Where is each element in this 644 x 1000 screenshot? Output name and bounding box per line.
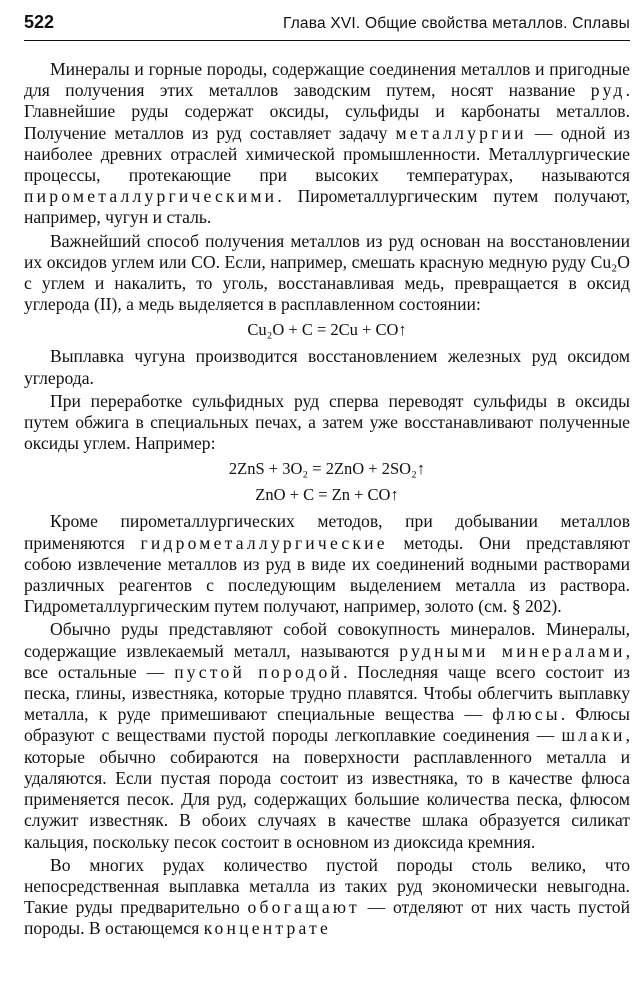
term-metallurgy: металлургии (395, 122, 527, 143)
text-span: — отделяют от них часть пустой породы. В остающемся (24, 897, 630, 939)
paragraph-reduction: Важнейший способ получения металлов из руд основан на восстановлении их оксидов углем или CO. Если, например, смешать красную медную руду Cu₂O с углем и накалить, то уголь, восстанавливая медь, превращается в оксид углерода (II), а медь выделяется в расплавленном состоянии: (24, 230, 630, 315)
paragraph-hydrometallurgy (24, 511, 630, 617)
paragraph-enrichment (24, 855, 630, 940)
term-enrich: обогащают (247, 897, 360, 918)
text-span: . Последняя чаще всего состоит из песка, глины, известняка, которые трудно плавятся. Чтобы облегчить выплавку металла, к руде примешивают специальные вещества — (24, 661, 630, 725)
paragraph-sulfide-ores: При переработке сульфидных руд сперва переводят сульфиды в оксиды путем обжига в специальных печах, а затем уже восстанавливают полученные оксиды углем. Например: (24, 390, 630, 454)
text-span: Обычно руды представляют собой совокупность минералов. Минералы, содержащие извлекаемый металл, называются (24, 619, 630, 661)
term-concentrate: концентрате (203, 918, 331, 939)
term-hydrometallurgical: гидрометаллургические (140, 532, 388, 553)
equation-zno: ZnO + C = Zn + CO↑ (255, 485, 399, 505)
text-span: . Флюсы образуют с веществами пустой породы легкоплавкие соединения — (24, 704, 631, 746)
text-span: . Пирометаллургическим путем получают, например, чугун и сталь. (24, 186, 630, 228)
equation-cu2o: Cu₂O + C = 2Cu + CO↑ (247, 320, 407, 340)
text-span: методы. Они представляют собою извлечение металлов из руд в виде их соединений водными растворами различных реагентов с последующим выделением металла из раствора. Гидрометаллургическим путем получают, например, золото (см. § 202). (24, 532, 630, 617)
text-span: , все остальные — (24, 640, 630, 682)
paragraph-cast-iron: Выплавка чугуна производится восстановлением железных руд оксидом углерода. (24, 346, 630, 388)
term-pyrometallurgical: пирометаллургическими (24, 186, 278, 207)
page-header (24, 12, 630, 41)
term-gangue: пустой породой (174, 661, 344, 682)
running-title: Глава XVI. Общие свойства металлов. Сплавы (282, 15, 630, 32)
equation-zns: 2ZnS + 3O₂ = 2ZnO + 2SO₂↑ (228, 459, 426, 479)
text-span: Во многих рудах количество пустой породы столь велико, что непосредственная выплавка металла из таких руд экономически невыгодна. Такие руды предварительно (24, 854, 630, 918)
paragraph-minerals (24, 619, 630, 852)
text-span: Кроме пирометаллургических методов, при добывании металлов применяются (24, 511, 630, 553)
paragraph-ores (24, 59, 630, 229)
text-span: , которые обычно собираются на поверхности расплавленного металла и удаляются. Если пустая порода состоит из известняка, то в качестве флюса применяется песок. Для руд, содержащих большие количества песка, флюсом служит известняк. В обоих случаях в качестве шлака образуется силикат кальция, поскольку песок состоит в основном из диоксида кремния. (24, 725, 630, 852)
term-ore-minerals: рудными минералами (399, 640, 626, 661)
body-text (24, 59, 630, 940)
text-span: — одной из наиболее древних отраслей химической промышленности. Металлургические процессы, протекающие при высоких температурах, называются (24, 122, 630, 186)
text-span: . Главнейшие руды содержат оксиды, сульфиды и карбонаты металлов. Получение металлов из руд составляет задачу (24, 80, 630, 143)
term-slags: шлаки (561, 725, 626, 746)
term-ores: руд (590, 80, 626, 101)
term-fluxes: флюсы (492, 704, 561, 725)
page-number: 522 (24, 12, 55, 32)
text-span: Минералы и горные породы, содержащие соединения металлов и пригодные для получения этих металлов заводским путем, носят название (24, 59, 630, 101)
